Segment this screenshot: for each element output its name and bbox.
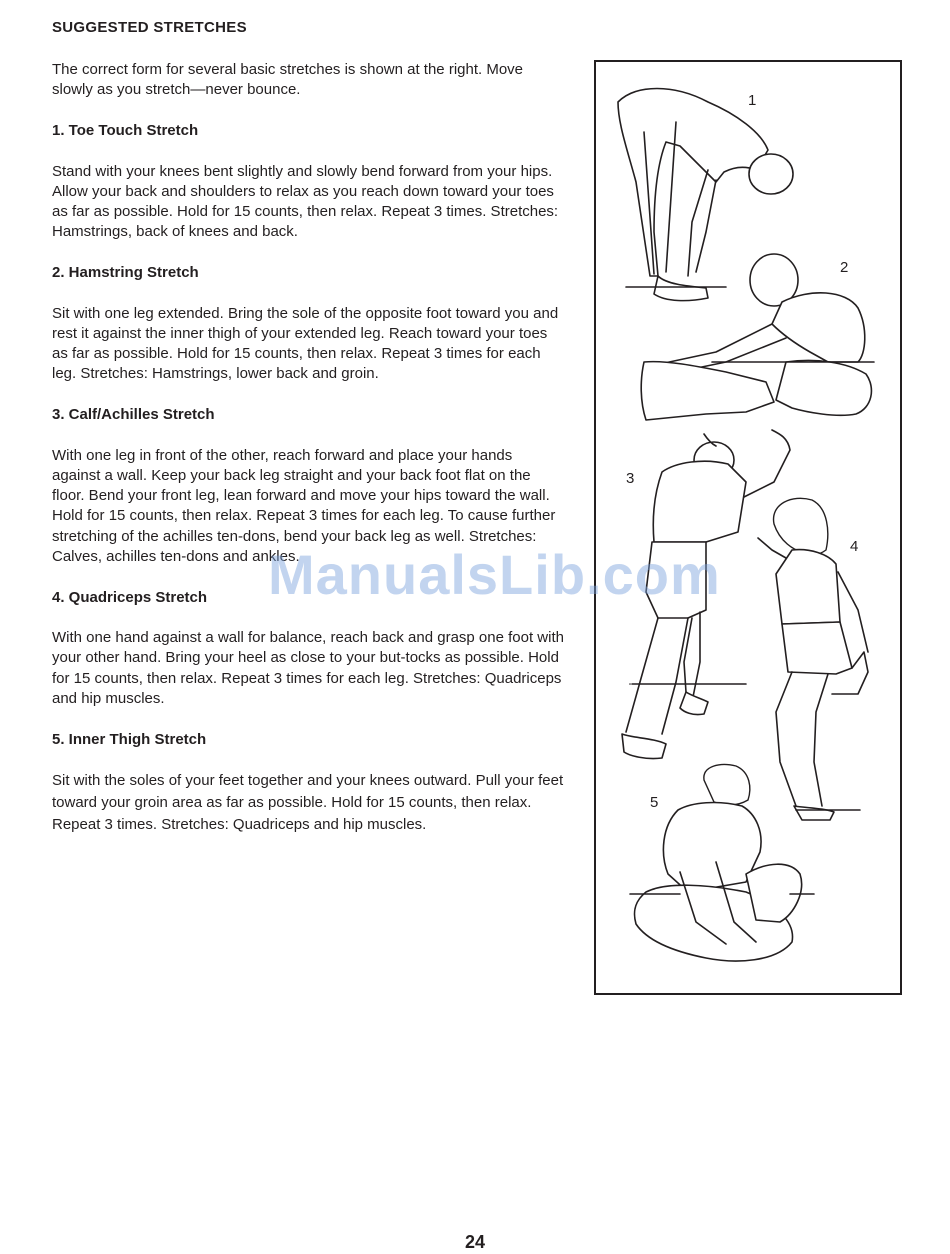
stretch-2-title: 2. Hamstring Stretch <box>52 264 199 282</box>
stretch-1-body: Stand with your knees bent slightly and slowly bend forward from your hips. Allow your back and shoulders to relax as you reach down toward your toes as far as possible. Hold for 15 counts, then relax. Repeat 3 times. Stretches: Hamstrings, back of knees and back. <box>52 162 559 241</box>
intro-paragraph: The correct form for several basic stretches is shown at the right. Move slowly as you stretch—never bounce. <box>52 61 524 99</box>
stretch-3-body: With one leg in front of the other, reach forward and place your hands against a wall. Keep your back leg straight and your back foot flat on the floor. Bend your front leg, lean forward and move your hips toward the wall. Hold for 15 counts, then relax. Repeat 3 times for each leg. To cause further stretching of the achilles ten-dons, bend your back leg as well. Stretches: Calves, achilles ten-dons and ankles. <box>52 446 556 565</box>
stretch-figures-drawing <box>596 62 900 993</box>
stretch-5-title: 5. Inner Thigh Stretch <box>52 730 207 748</box>
figure-label-2: 2 <box>840 259 849 276</box>
stretch-4-title: 4. Quadriceps Stretch <box>52 588 208 606</box>
figure-label-3: 3 <box>626 470 635 487</box>
figure-hamstring <box>641 254 874 420</box>
watermark: ManualsLib.com <box>268 543 721 606</box>
figure-label-5: 5 <box>650 794 659 811</box>
figure-label-1: 1 <box>748 92 757 109</box>
stretch-3-title: 3. Calf/Achilles Stretch <box>52 406 215 424</box>
stretch-1-title: 1. Toe Touch Stretch <box>52 122 199 140</box>
section-heading: SUGGESTED STRETCHES <box>52 19 247 36</box>
stretch-5-body: Sit with the soles of your feet together and your knees outward. Pull your feet toward your groin area as far as possible. Hold for 15 counts, then relax. Repeat 3 times. Stretches: Quadriceps and hip muscles. <box>52 772 564 834</box>
stretch-4-body: With one hand against a wall for balance, reach back and grasp one foot with your other hand. Bring your heel as close to your but-tocks as possible. Hold for 15 counts, then relax. Repeat 3 times for each leg. Stretches: Quadriceps and hip muscles. <box>52 629 564 707</box>
page-number: 24 <box>464 1232 486 1252</box>
stretch-illustrations <box>594 60 902 995</box>
instructions-column <box>52 18 564 857</box>
figure-label-4: 4 <box>850 538 859 555</box>
stretch-2-body: Sit with one leg extended. Bring the sole of the opposite foot toward you and rest it against the inner thigh of your extended leg. Reach toward your toes as far as possible. Hold for 15 counts, then relax. Repeat 3 times for each leg. Stretches: Hamstrings, lower back and groin. <box>52 304 559 383</box>
